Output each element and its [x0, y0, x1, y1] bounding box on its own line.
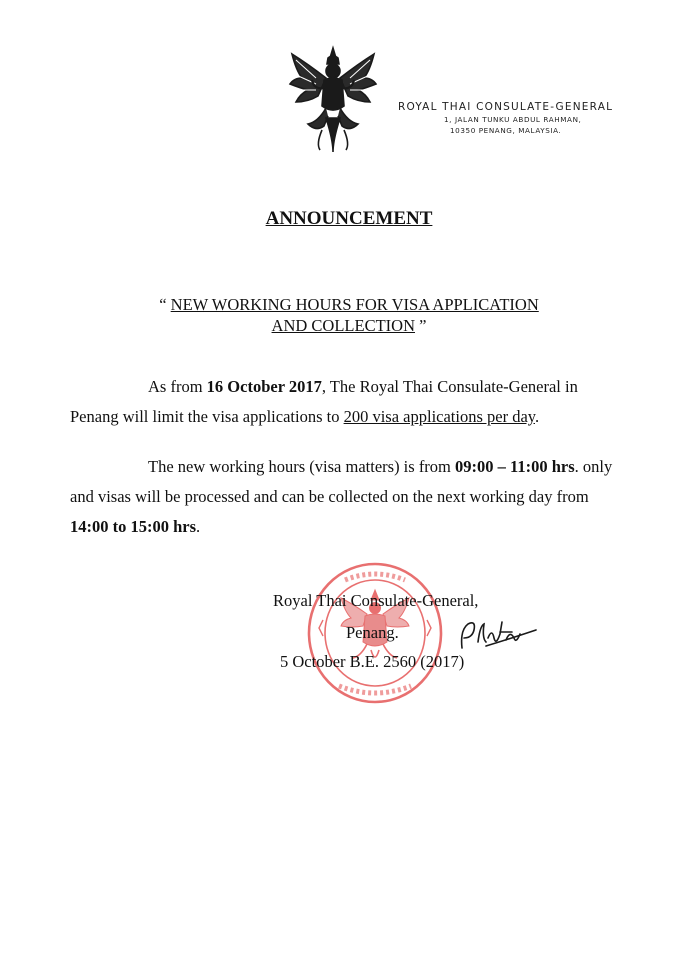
subtitle-line-2: AND COLLECTION: [271, 316, 415, 335]
effective-date: 16 October 2017: [206, 377, 322, 396]
signoff-organization: Royal Thai Consulate-General,: [273, 591, 479, 610]
p1-text-2: , The Royal Thai Consulate-General in Penang will limit the visa applications to: [70, 377, 578, 426]
signoff-city: Penang.: [346, 623, 399, 642]
p2-text-2: . only and visas will be processed and can be collected on the next working day from: [70, 457, 613, 506]
garuda-emblem-icon: [286, 44, 380, 156]
announcement-heading: ANNOUNCEMENT: [265, 208, 433, 229]
p2-text-1: The new working hours (visa matters) is from: [148, 457, 456, 476]
page-title: [0, 208, 698, 230]
p2-text-3: .: [196, 517, 201, 536]
subtitle-open-quote: “: [159, 295, 171, 314]
paragraph-visa-limit: [70, 372, 630, 432]
address-line-1: 1, JALAN TUNKU ABDUL RAHMAN,: [444, 115, 582, 124]
subtitle: [0, 294, 698, 336]
p1-text-3: .: [534, 407, 540, 426]
subtitle-line-1: NEW WORKING HOURS FOR VISA APPLICATION: [170, 295, 539, 314]
application-hours: 09:00 – 11:00 hrs: [455, 457, 575, 476]
collection-hours: 14:00 to 15:00 hrs: [70, 517, 197, 536]
consulate-name: ROYAL THAI CONSULATE-GENERAL: [398, 101, 614, 113]
subtitle-close-quote: ”: [415, 316, 427, 335]
p1-text-1: As from: [148, 377, 207, 396]
paragraph-working-hours: [70, 452, 630, 542]
handwritten-signature-icon: [456, 616, 540, 656]
daily-limit: 200 visa applications per day: [343, 407, 535, 426]
signoff-date: 5 October B.E. 2560 (2017): [280, 652, 465, 671]
address-line-2: 10350 PENANG, MALAYSIA.: [450, 126, 562, 135]
letterhead: [398, 100, 638, 136]
